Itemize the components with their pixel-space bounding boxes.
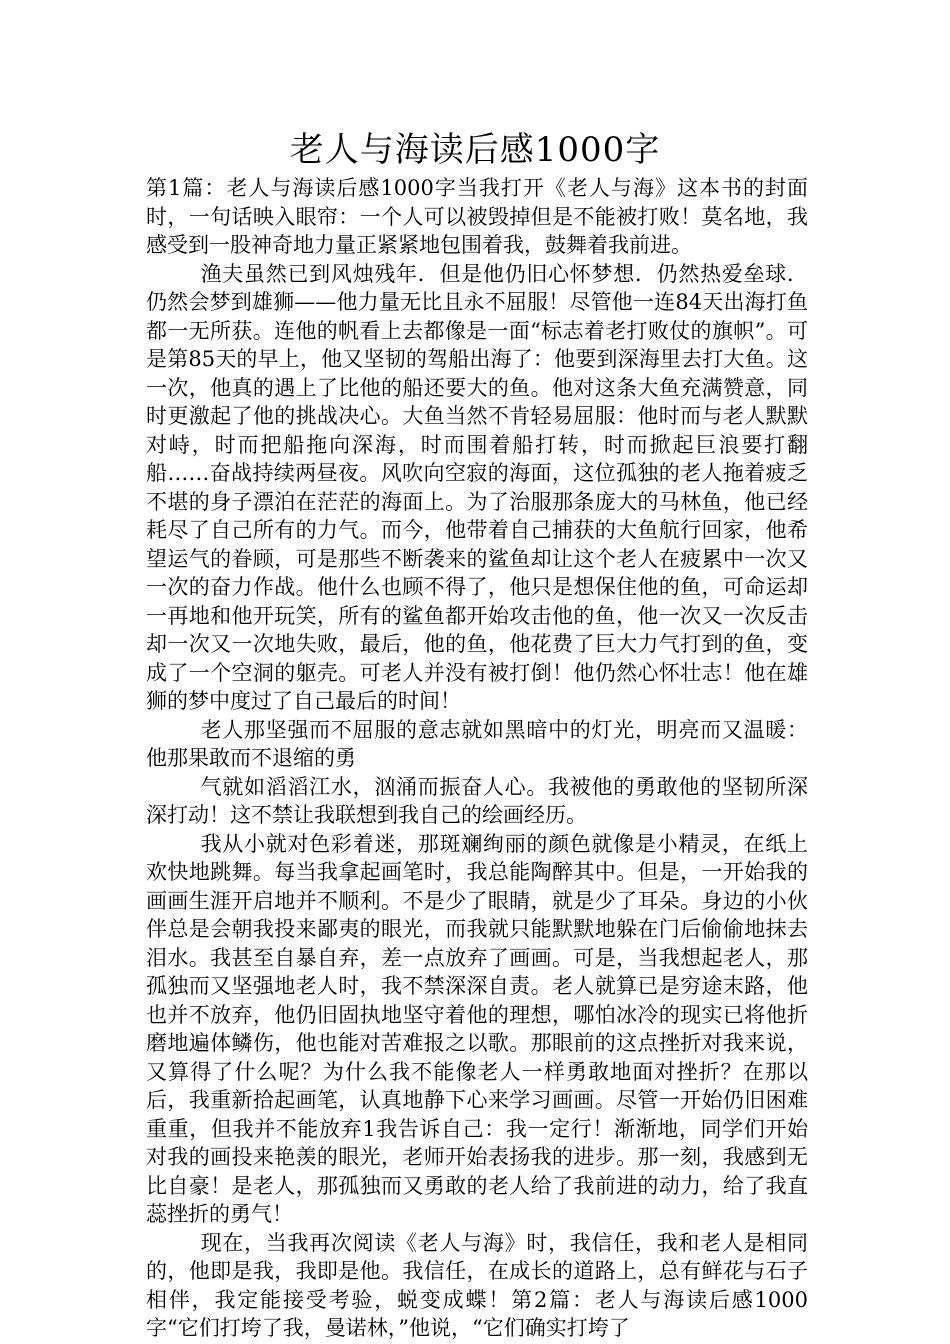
paragraph-courage: 气就如滔滔江水，汹涌而振奋人心。我被他的勇敢他的坚韧所深深打动！这不禁让我联想到我自己的绘画经历。 (146, 774, 808, 827)
paragraph-painting: 我从小就对色彩着迷，那斑斓绚丽的颜色就像是小精灵，在纸上欢快地跳舞。每当我拿起画笔时，我总能陶醉其中。但是，一开始我的画画生涯开启地并不顺利。不是少了眼睛，就是少了耳朵。身边的小伙伴总是会朝我投来鄙夷的眼光，而我就只能默默地躲在门后偷偷地抹去泪水。我甚至自暴自弃，差一点放弃了画画。可是，当我想起老人，那孤独而又坚强地老人时，我不禁深深自责。老人就算已是穷途末路，他也并不放弃，他仍旧固执地坚守着他的理想，哪怕冰冷的现实已将他折磨地遍体鳞伤，他也能对苦难报之以歌。那眼前的这点挫折对我来说，又算得了什么呢？为什么我不能像老人一样勇敢地面对挫折？在那以后，我重新拾起画笔，认真地静下心来学习画画。尽管一开始仍旧困难重重，但我并不能放弃1我告诉自己：我一定行！渐渐地，同学们开始对我的画投来艳羡的眼光，老师开始表扬我的进步。那一刻，我感到无比自豪！是老人，那孤独而又勇敢的老人给了我前进的动力，给了我直蕊挫折的勇气！ (146, 831, 808, 1226)
document-body (146, 174, 808, 1343)
paragraph-will: 老人那坚强而不屈服的意志就如黑暗中的灯光，明亮而又温暖：他那果敢而不退缩的勇 (146, 717, 808, 770)
paragraph-conclusion: 现在，当我再次阅读《老人与海》时，我信任，我和老人是相同的，他即是我，我即是他。我信任，在成长的道路上，总有鲜花与石子相伴，我定能接受考验，蜕变成蝶！第2篇：老人与海读后感1000字“它们打垮了我，曼诺林，”他说，“它们确实打垮了 (146, 1230, 808, 1340)
paragraph-intro: 第1篇：老人与海读后感1000字当我打开《老人与海》这本书的封面时，一句话映入眼帘：一个人可以被毁掉但是不能被打败！莫名地，我感受到一股神奇地力量正紧紧地包围着我，鼓舞着我前进。 (146, 176, 808, 257)
document-title: 老人与海读后感1000字 (289, 130, 661, 170)
paragraph-fisherman: 渔夫虽然已到风烛残年．但是他仍旧心怀梦想．仍然热爱垒球．仍然会梦到雄狮——他力量无比且永不屈服！尽管他一连84天出海打鱼都一无所获。连他的帆看上去都像是一面“标志着老打败仗的旗帜”。可是第85天的早上，他又坚韧的驾船出海了：他要到深海里去打大鱼。这一次，他真的遇上了比他的船还要大的鱼。他对这条大鱼充满赞意，同时更激起了他的挑战决心。大鱼当然不肯轻易屈服：他时而与老人默默对峙，时而把船拖向深海，时而围着船打转，时而掀起巨浪要打翻船……奋战持续两昼夜。风吹向空寂的海面，这位孤独的老人拖着疲乏不堪的身子漂泊在茫茫的海面上。为了治服那条庞大的马林鱼，他已经耗尽了自己所有的力气。而今，他带着自己捕获的大鱼航行回家，他希望运气的眷顾，可是那些不断袭来的鲨鱼却让这个老人在疲累中一次又一次的奋力作战。他什么也顾不得了，他只是想保住他的鱼，可命运却一再地和他开玩笑，所有的鲨鱼都开始攻击他的鱼，他一次又一次反击却一次又一次地失败，最后，他的鱼，他花费了巨大力气打到的鱼，变成了一个空洞的躯壳。可老人并没有被打倒！他仍然心怀壮志！他在雄狮的梦中度过了自己最后的时间！ (146, 261, 808, 713)
